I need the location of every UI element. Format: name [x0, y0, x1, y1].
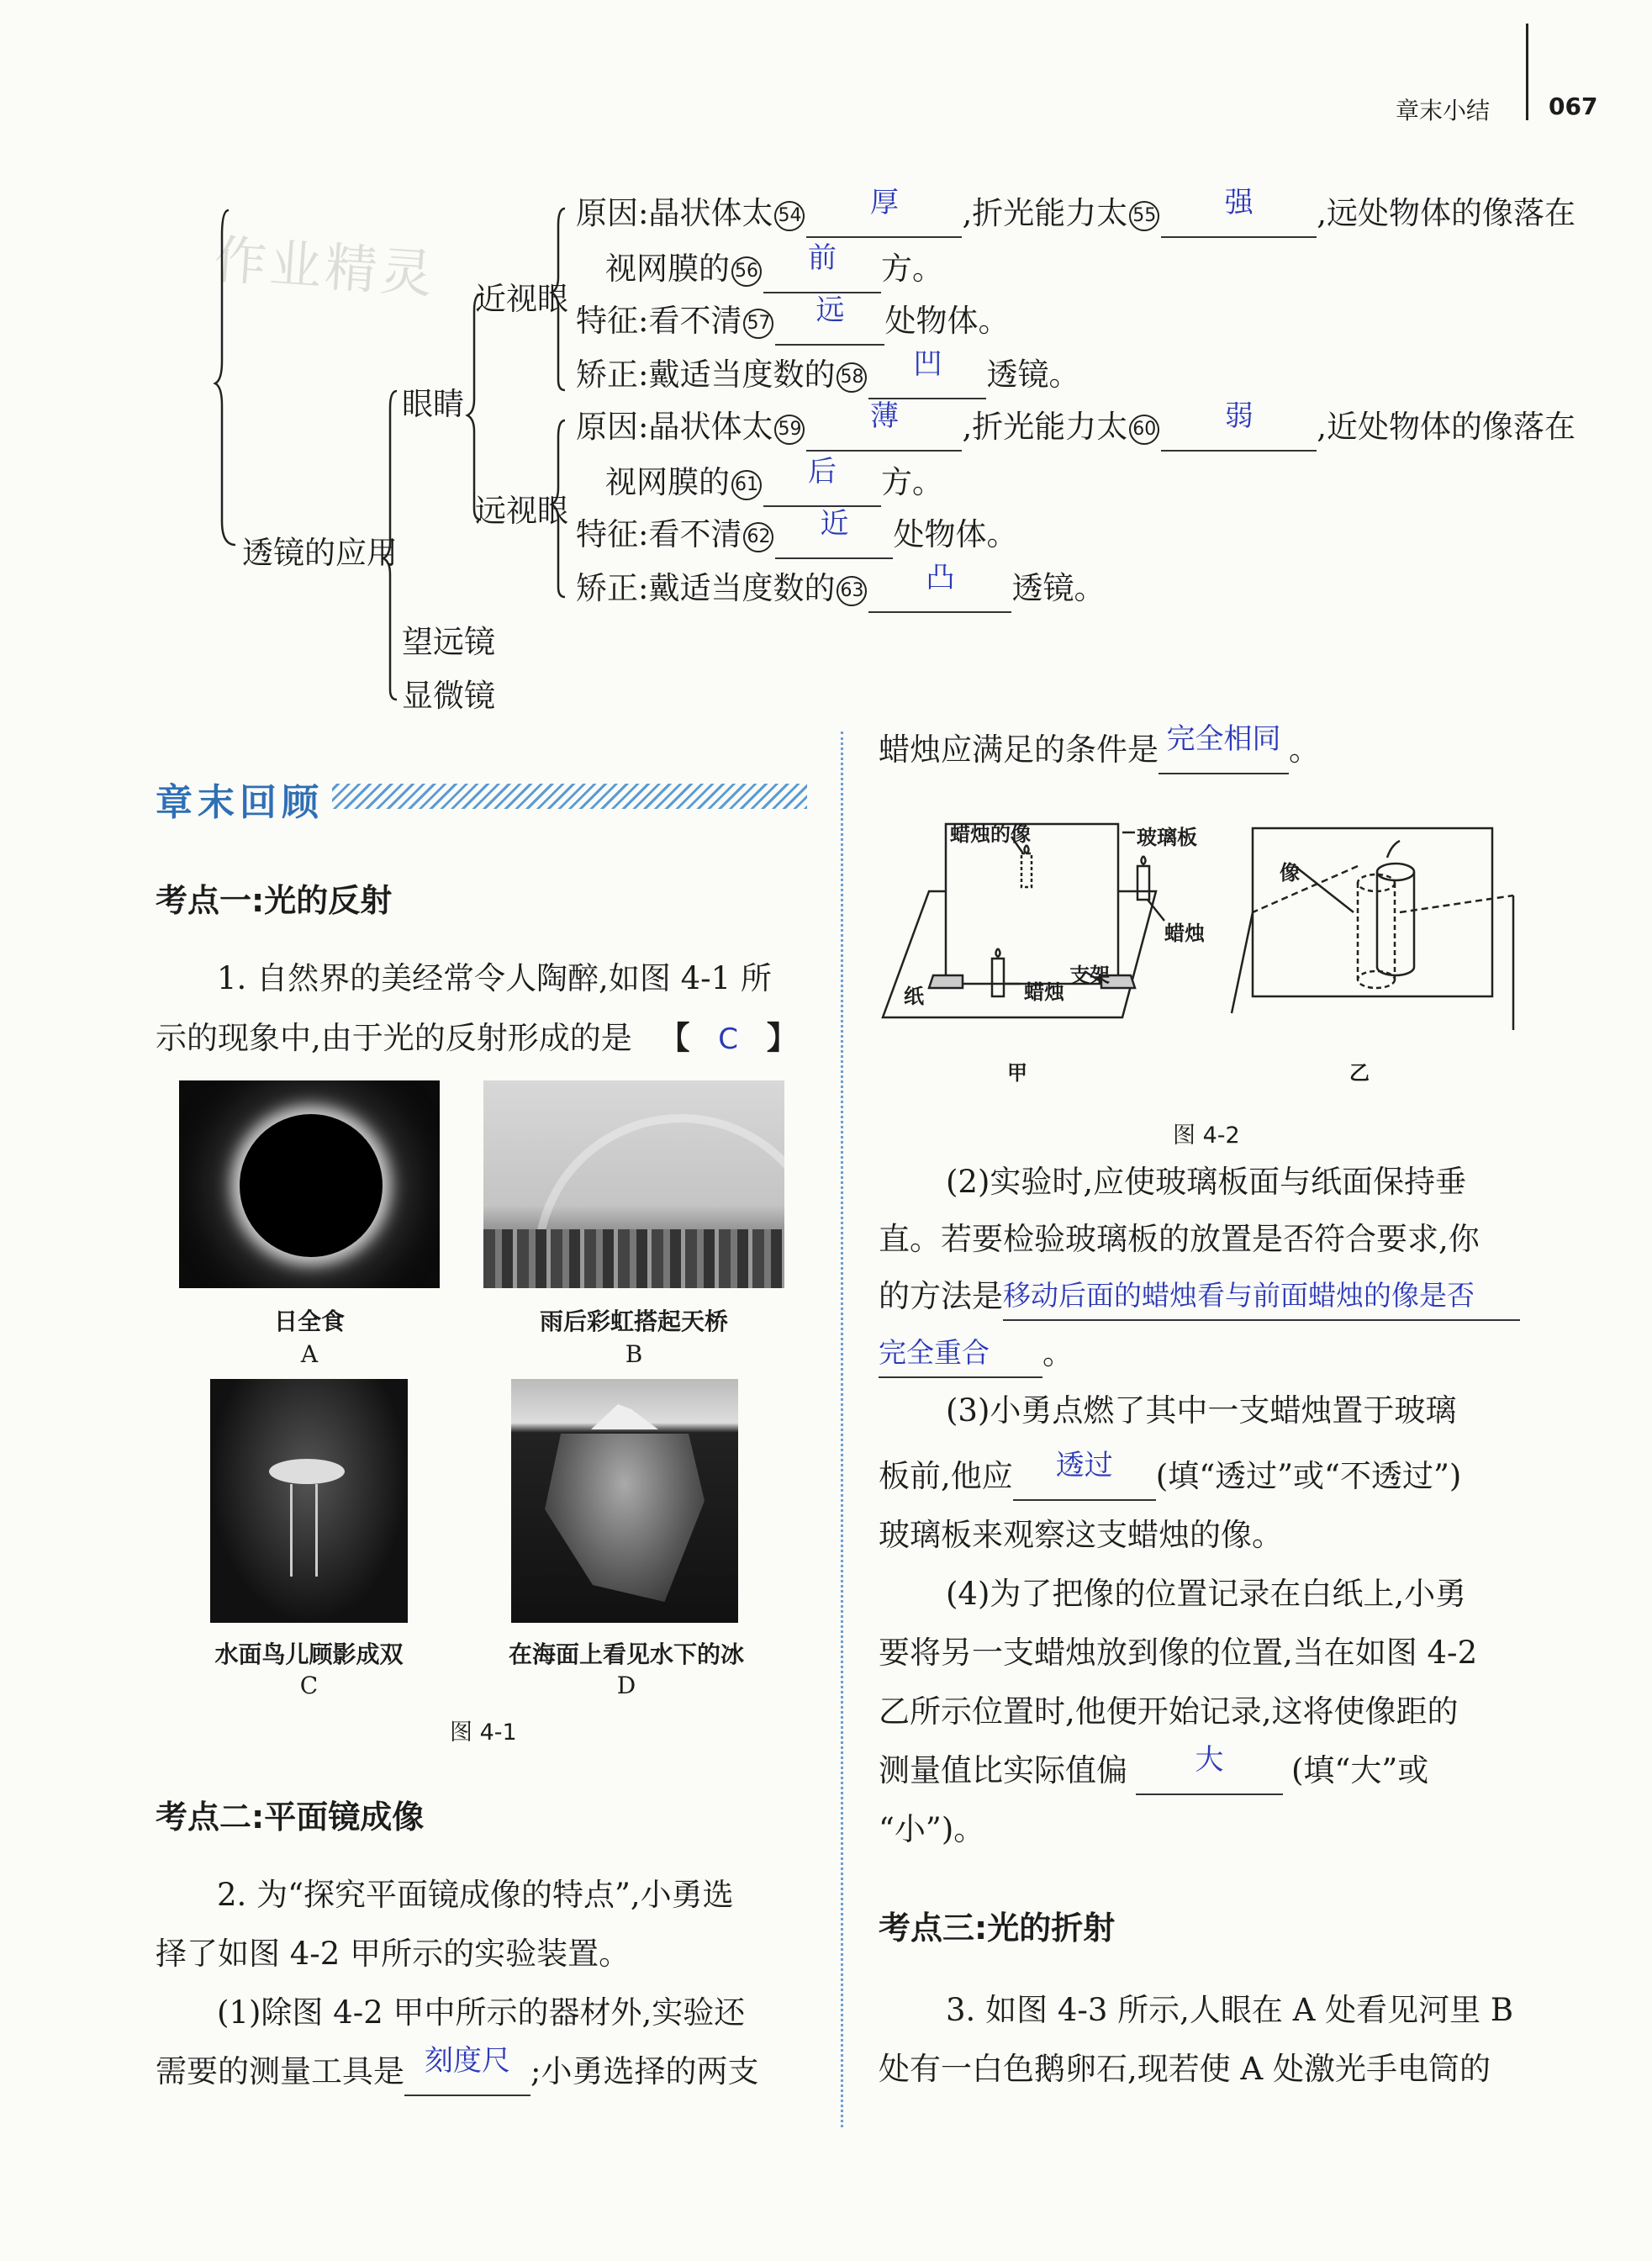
- section-title: 章末回顾: [156, 781, 324, 824]
- column-divider: [841, 732, 843, 2127]
- mindmap-eye: 眼睛: [402, 386, 464, 422]
- answer-59: 薄: [869, 399, 899, 433]
- answer-ruler: 刻度尺: [425, 2044, 510, 2078]
- q2-4-line1: (4)为了把像的位置记录在白纸上,小勇: [946, 1576, 1467, 1612]
- photo-iceberg: [511, 1379, 738, 1623]
- q2-line1: 2. 为“探究平面镜成像的特点”,小勇选: [217, 1877, 734, 1913]
- label-stand: 支架: [1069, 964, 1110, 987]
- q2-3-line3: 玻璃板来观察这支蜡烛的像。: [879, 1517, 1283, 1553]
- hyperopia-fix: 矫正:戴适当度数的 63 凸 透镜。: [576, 567, 1105, 613]
- photo-caption-c: 水面鸟儿顾影成双: [214, 1640, 404, 1668]
- answer-62: 近: [820, 507, 849, 541]
- answer-identical: 完全相同: [1166, 722, 1281, 756]
- header-section: 章末小结: [1396, 97, 1491, 124]
- kp1-heading: 考点一:光的反射: [156, 882, 393, 919]
- answer-larger: 大: [1195, 1743, 1224, 1777]
- q2-2-line4: 完全重合 。: [879, 1332, 1074, 1378]
- q2-4-line5: “小”)。: [879, 1811, 985, 1847]
- q2-2-line3: 的方法是移动后面的蜡烛看与前面蜡烛的像是否: [879, 1275, 1520, 1321]
- label-image: 像: [1280, 861, 1300, 885]
- q2-1-line2: 需要的测量工具是 刻度尺 ;小勇选择的两支: [156, 2050, 758, 2096]
- figure-4-2-yi: [1227, 820, 1530, 1034]
- mindmap-telescope: 望远镜: [402, 624, 495, 660]
- q2-1-line1: (1)除图 4-2 甲中所示的器材外,实验还: [217, 1994, 746, 2031]
- label-glass-plate: 玻璃板: [1137, 826, 1197, 849]
- kp3-heading: 考点三:光的折射: [879, 1910, 1116, 1947]
- myopia-fix: 矫正:戴适当度数的 58 凹 透镜。: [576, 353, 1079, 399]
- photo-eclipse: [179, 1080, 440, 1288]
- kp2-heading: 考点二:平面镜成像: [156, 1799, 425, 1836]
- header-divider: [1526, 24, 1528, 120]
- answer-63: 凸: [926, 561, 955, 594]
- section-title-hatch: [332, 784, 807, 809]
- watermark: 作业精灵: [212, 228, 438, 306]
- answer-56: 前: [808, 241, 837, 275]
- answer-method-a: 移动后面的蜡烛看与前面蜡烛的像是否: [1003, 1279, 1475, 1312]
- answer-54: 厚: [869, 186, 899, 219]
- label-yi: 乙: [1349, 1061, 1370, 1085]
- photo-caption-d: 在海面上看见水下的冰: [508, 1640, 744, 1668]
- q3-line1: 3. 如图 4-3 所示,人眼在 A 处看见河里 B: [946, 1992, 1514, 2028]
- answer-see-through: 透过: [1055, 1449, 1113, 1482]
- hyperopia-feature: 特征:看不清 62 近 处物体。: [576, 513, 1017, 559]
- q2-3-line1: (3)小勇点燃了其中一支蜡烛置于玻璃: [946, 1392, 1457, 1429]
- mindmap-myopia: 近视眼: [475, 281, 568, 317]
- photo-caption-a: 日全食: [273, 1307, 345, 1335]
- figure-4-1-caption: 图 4-1: [450, 1720, 517, 1746]
- answer-58: 凹: [913, 347, 942, 381]
- q1-line2: 示的现象中,由于光的反射形成的是 【 C 】: [156, 1019, 798, 1056]
- myopia-cause: 原因:晶状体太 54 厚 ,折光能力太 55 强 ,远处物体的像落在: [576, 192, 1575, 238]
- mindmap-hyperopia: 远视眼: [475, 493, 568, 529]
- label-candle-front: 蜡烛: [1024, 980, 1064, 1004]
- answer-61: 后: [808, 455, 837, 489]
- photo-caption-b: 雨后彩虹搭起天桥: [539, 1307, 728, 1335]
- q1-line1: 1. 自然界的美经常令人陶醉,如图 4-1 所: [217, 960, 772, 996]
- label-candle-image: 蜡烛的像: [950, 822, 1031, 846]
- q2-line2: 择了如图 4-2 甲所示的实验装置。: [156, 1936, 631, 1972]
- photo-letter-c: C: [299, 1672, 319, 1699]
- mindmap-root: 透镜的应用: [242, 535, 398, 571]
- photo-letter-d: D: [616, 1672, 636, 1699]
- q2-2-line1: (2)实验时,应使玻璃板面与纸面保持垂: [946, 1164, 1467, 1200]
- photo-rainbow-bridge: [483, 1080, 784, 1288]
- hyperopia-cause: 原因:晶状体太 59 薄 ,折光能力太 60 弱 ,近处物体的像落在: [576, 405, 1575, 452]
- q2-4-line2: 要将另一支蜡烛放到像的位置,当在如图 4-2: [879, 1635, 1478, 1671]
- myopia-retina: 视网膜的 56 前 方。: [605, 247, 943, 293]
- label-jia: 甲: [1007, 1061, 1027, 1085]
- answer-method-b: 完全重合: [879, 1336, 990, 1369]
- mindmap-microscope: 显微镜: [402, 678, 495, 714]
- photo-bird-reflection: [210, 1379, 408, 1623]
- q2-2-line2: 直。若要检验玻璃板的放置是否符合要求,你: [879, 1221, 1480, 1257]
- myopia-feature: 特征:看不清 57 远 处物体。: [576, 299, 1009, 346]
- q2-4-line4: 测量值比实际值偏 大 (填“大”或: [879, 1749, 1428, 1795]
- label-candle-rear: 蜡烛: [1164, 922, 1205, 945]
- q2-3-line2: 板前,他应 透过 (填“透过”或“不透过”): [879, 1455, 1461, 1501]
- q1-answer: C: [718, 1022, 739, 1056]
- photo-letter-b: B: [625, 1340, 643, 1368]
- q2-1-line3: 蜡烛应满足的条件是 完全相同 。: [879, 728, 1320, 774]
- answer-55: 强: [1224, 186, 1254, 219]
- figure-4-2-caption: 图 4-2: [1173, 1123, 1240, 1149]
- q3-line2: 处有一白色鹅卵石,现若使 A 处激光手电筒的: [879, 2051, 1491, 2087]
- q2-4-line3: 乙所示位置时,他便开始记录,这将使像距的: [879, 1693, 1459, 1730]
- photo-letter-a: A: [300, 1340, 319, 1368]
- answer-60: 弱: [1224, 399, 1254, 433]
- page-number: 067: [1549, 92, 1598, 120]
- label-paper: 纸: [904, 985, 924, 1008]
- answer-57: 远: [815, 293, 845, 327]
- hyperopia-retina: 视网膜的 61 后 方。: [605, 461, 943, 507]
